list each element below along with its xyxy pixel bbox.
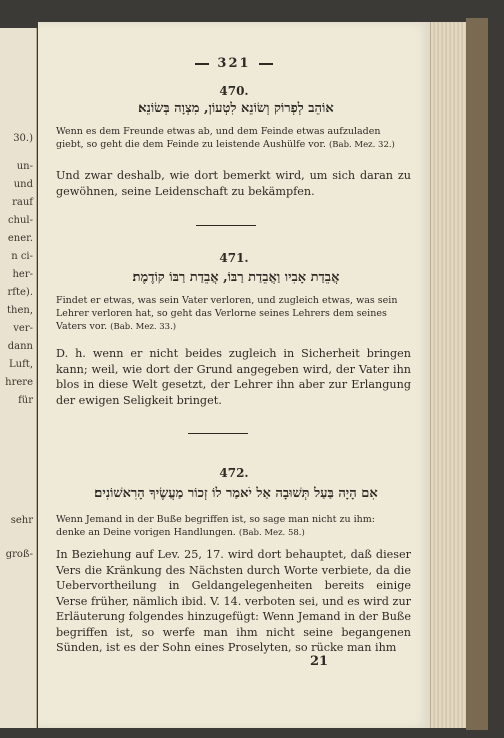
source-reference: (Bab. Mez. 32.) [328, 140, 395, 150]
prev-page-fragment: Luft, [9, 359, 33, 370]
source-reference: (Bab. Mez. 58.) [238, 528, 305, 538]
prev-page-fragment: chul- [7, 215, 33, 226]
translation-text: Wenn Jemand in der Buße begriffen ist, so sage man nicht zu ihm: denke an Deine vorigen Handlungen. [56, 514, 375, 538]
entry-number: 470. [219, 84, 249, 98]
prev-page-fragment: n ci- [11, 251, 33, 262]
previous-page-edge [0, 28, 37, 728]
translation-text: Wenn es dem Freunde etwas ab, und dem Feinde etwas aufzuladen giebt, so geht die dem Feinde zu leistende Aushülfe vor. [56, 126, 381, 150]
book-page [38, 22, 430, 728]
prev-page-fragment: groß- [5, 549, 33, 560]
commentary: In Beziehung auf Lev. 25, 17. wird dort behauptet, daß dieser Vers die Kränkung des Nächsten durch Worte verbiete, da die Uebervortheilung in Geldangelegenheiten bereits einige Verse früher, nämlich ibid. V. 14. verboten sei, und es wird zur Erläuterung folgendes hinzugefügt: Wenn Jemand in der Buße begriffen ist, so werfe man ihm nicht seine begangenen Sünden, ist es der Sohn eines Proselyten, so rücke man ihm [56, 548, 411, 654]
prev-page-fragment: 30.) [13, 133, 33, 144]
prev-page-fragment: then, [7, 305, 33, 316]
source-reference: (Bab. Mez. 33.) [110, 322, 177, 332]
prev-page-fragment: ener. [7, 233, 33, 244]
header-dash [195, 63, 209, 65]
prev-page-fragment: dann [7, 341, 33, 352]
german-translation [56, 513, 406, 540]
prev-page-fragment: ver- [13, 323, 33, 334]
prev-page-fragment: für [18, 395, 33, 406]
book-cover-edge [466, 18, 488, 730]
section-divider [188, 433, 248, 434]
commentary: Und zwar deshalb, wie dort bemerkt wird, um sich daran zu gewöhnen, seine Leidenschaft zu bekämpfen. [56, 169, 411, 198]
page-block-edges [430, 22, 467, 728]
prev-page-fragment: her- [12, 269, 33, 280]
prev-page-fragment: rfte). [7, 287, 33, 298]
prev-page-fragment: rauf [12, 197, 33, 208]
signature-mark: 21 [310, 654, 329, 669]
prev-page-fragment: sehr [10, 515, 33, 526]
german-translation [56, 125, 406, 152]
german-translation [56, 294, 406, 334]
hebrew-saying: אֲבֵדַת אָבִיו וַאֲבֵדַת רַבּוֹ, אֲבֵדַת רַבּוֹ קוֹדֶמֶת׃ [132, 270, 340, 285]
entry-number: 472. [219, 466, 249, 480]
entry-number: 471. [219, 251, 249, 265]
page-number: 321 [217, 56, 251, 71]
section-divider [196, 225, 256, 226]
header-dash [259, 63, 273, 65]
prev-page-fragment: und [13, 179, 33, 190]
prev-page-fragment: hrere [5, 377, 33, 388]
prev-page-fragment: un- [16, 161, 33, 172]
hebrew-saying: אוֹהֵב לְפְרוֹק וְשׂוֹנֵא לִטְעוֹן, מִצְוָה בְּשׂוֹנֵא׃ [138, 101, 334, 116]
commentary: D. h. wenn er nicht beides zugleich in Sicherheit bringen kann; weil, wie dort der Grund angegeben wird, der Vater ihn blos in diese Welt gesetzt, der Lehrer ihn aber zur Erlangung der ewigen Seligkeit bringet. [56, 347, 411, 407]
page-header [38, 56, 430, 71]
translation-text: Findet er etwas, was sein Vater verloren, und zugleich etwas, was sein Lehrer verloren hat, so geht das Verlorne seines Lehrers dem seines Vaters vor. [56, 295, 398, 332]
hebrew-saying: אִם הָיָה בַּעַל תְּשׁוּבָה אַל יֹאמַר לוֹ זְכוֹר מַעֲשֶׂיךָ הָרִאשׁוֹנִים׃ [94, 486, 378, 501]
